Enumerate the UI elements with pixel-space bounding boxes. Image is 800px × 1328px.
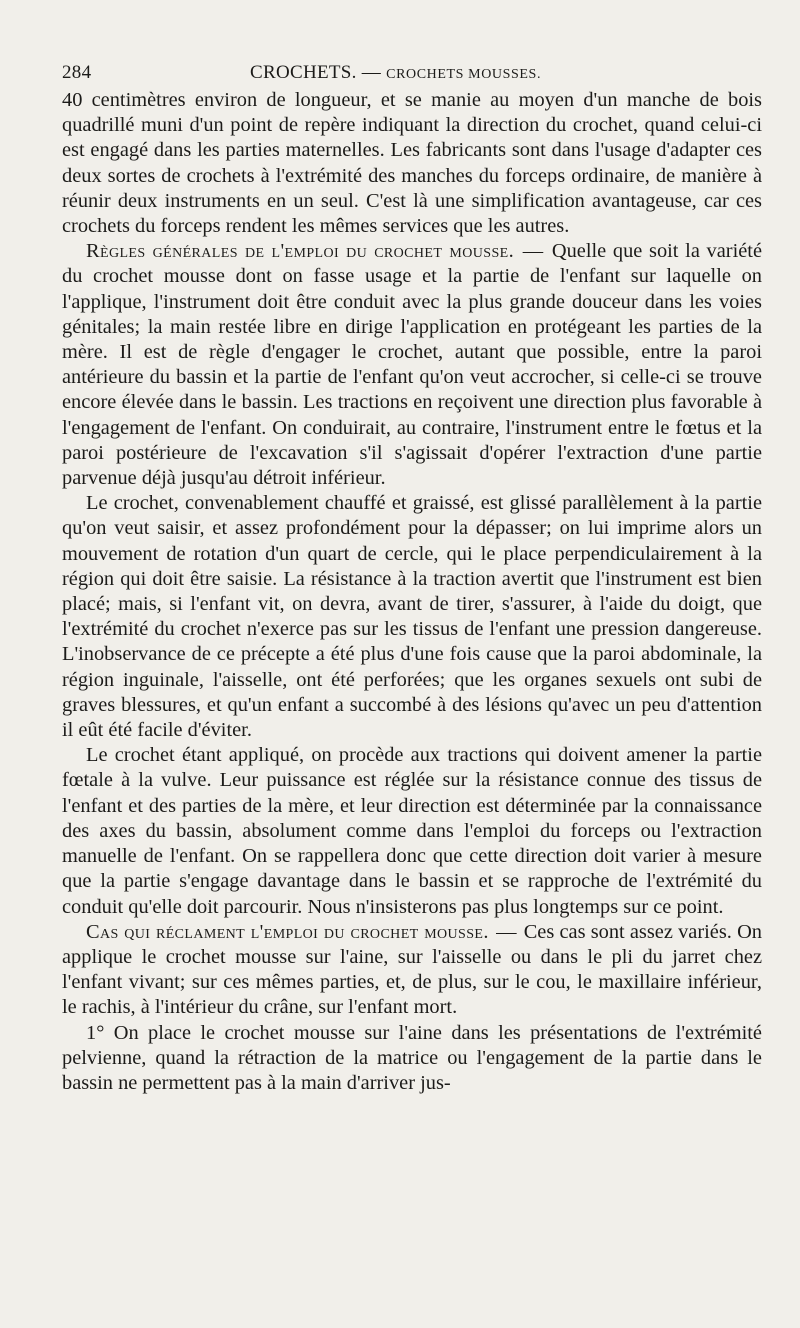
header-dash: — <box>361 62 382 83</box>
paragraph-text: 40 centimètres environ de longueur, et se manie au moyen d'un manche de bois quadrillé muni d'un point de repère indiquant la direction du crochet, quand celui-ci est engagé dans les parties maternelles. Les fabricants sont dans l'usage d'adapter ces deux sortes de crochets à l'extrémité des manches du forceps ordinaire, de manière à réunir deux instruments en un seul. C'est là une simplification avantageuse, car ces crochets du forceps rendent les mêmes services que les autres. <box>62 89 762 238</box>
paragraph-2 <box>62 239 762 491</box>
running-header <box>62 58 762 88</box>
paragraph-text: Le crochet, convenablement chauffé et graissé, est glissé parallèlement à la partie qu'on veut saisir, et assez profondément pour la dépasser; on lui imprime alors un mouvement de rotation d'un quart de cercle, qui le place perpendiculairement à la région qui doit être saisie. La résistance à la traction avertit que l'instrument est bien placé; mais, si l'enfant vit, on devra, avant de tirer, s'assurer, à l'aide du doigt, que l'extrémité du crochet n'exerce pas sur les tissus de l'enfant une pression dangereuse. L'inobservance de ce précepte a été plus d'une fois cause que la paroi abdominale, la région inguinale, l'aisselle, ont été perforées; que les organes sexuels ont subi de graves blessures, et qu'un enfant a succombé à des lésions qu'avec un peu d'attention il eût été facile d'éviter. <box>62 492 762 742</box>
paragraph-1 <box>62 88 762 239</box>
paragraph-text: 1° On place le crochet mousse sur l'aine dans les présentations de l'extrémité pelvienne, quand la rétraction de la matrice ou l'engagement de la partie dans le bassin ne permettent pas à la main d'arriver jus- <box>62 1021 762 1094</box>
paragraph-text: Ces cas sont assez variés. On applique le crochet mousse sur l'aine, sur l'aisselle ou dans le pli du jarret chez l'enfant vivant; sur ces mêmes parties, et, de plus, sur le cou, le maxillaire inférieur, le rachis, à l'intérieur du crâne, sur l'enfant mort. <box>62 920 762 1019</box>
section-heading-cases: Cas qui réclament l'emploi du crochet mousse. <box>86 920 489 943</box>
heading-dash: — <box>522 240 544 263</box>
paragraph-5 <box>62 920 762 1021</box>
page-number: 284 <box>62 62 92 83</box>
paragraph-6 <box>62 1021 762 1097</box>
paragraph-text: Quelle que soit la variété du crochet mousse dont on fasse usage et la partie de l'enfant sur laquelle on l'applique, l'instrument doit être conduit avec la plus grande douceur dans les voies génitales; la main restée libre en dirige l'application en protégeant les parties de la mère. Il est de règle d'engager le crochet, autant que possible, entre la paroi antérieure du bassin et la partie de l'enfant qu'on veut accrocher, si celle-ci se trouve encore élevée dans le bassin. Les tractions en reçoivent une direction plus favorable à l'engagement de l'enfant. On conduirait, au contraire, l'instrument entre le fœtus et la paroi postérieure de l'excavation s'il s'agissait d'opérer l'extraction d'une partie parvenue déjà jusqu'au détroit inférieur. <box>62 240 763 490</box>
body-text <box>62 88 762 1096</box>
paragraph-text: Le crochet étant appliqué, on procède aux tractions qui doivent amener la partie fœtale à la vulve. Leur puissance est réglée sur la résistance connue des tissus de l'enfant et des parties de la mère, et leur direction est déterminée par la connaissance des axes du bassin, absolument comme dans l'emploi du forceps ou l'extraction manuelle de l'enfant. On se rappellera donc que cette direction doit varier à mesure que la partie s'engage davantage dans le bassin et se rapproche de l'extrémité du conduit qu'elle doit parcourir. Nous n'insisterons pas plus longtemps sur ce point. <box>62 744 762 918</box>
heading-dash: — <box>496 920 517 943</box>
running-title <box>250 62 541 84</box>
paragraph-4 <box>62 743 762 919</box>
chapter-title: CROCHETS. <box>250 62 357 83</box>
section-title: CROCHETS MOUSSES. <box>386 67 542 82</box>
section-heading-rules: Règles générales de l'emploi du crochet mousse. <box>86 240 515 263</box>
paragraph-3 <box>62 491 762 743</box>
